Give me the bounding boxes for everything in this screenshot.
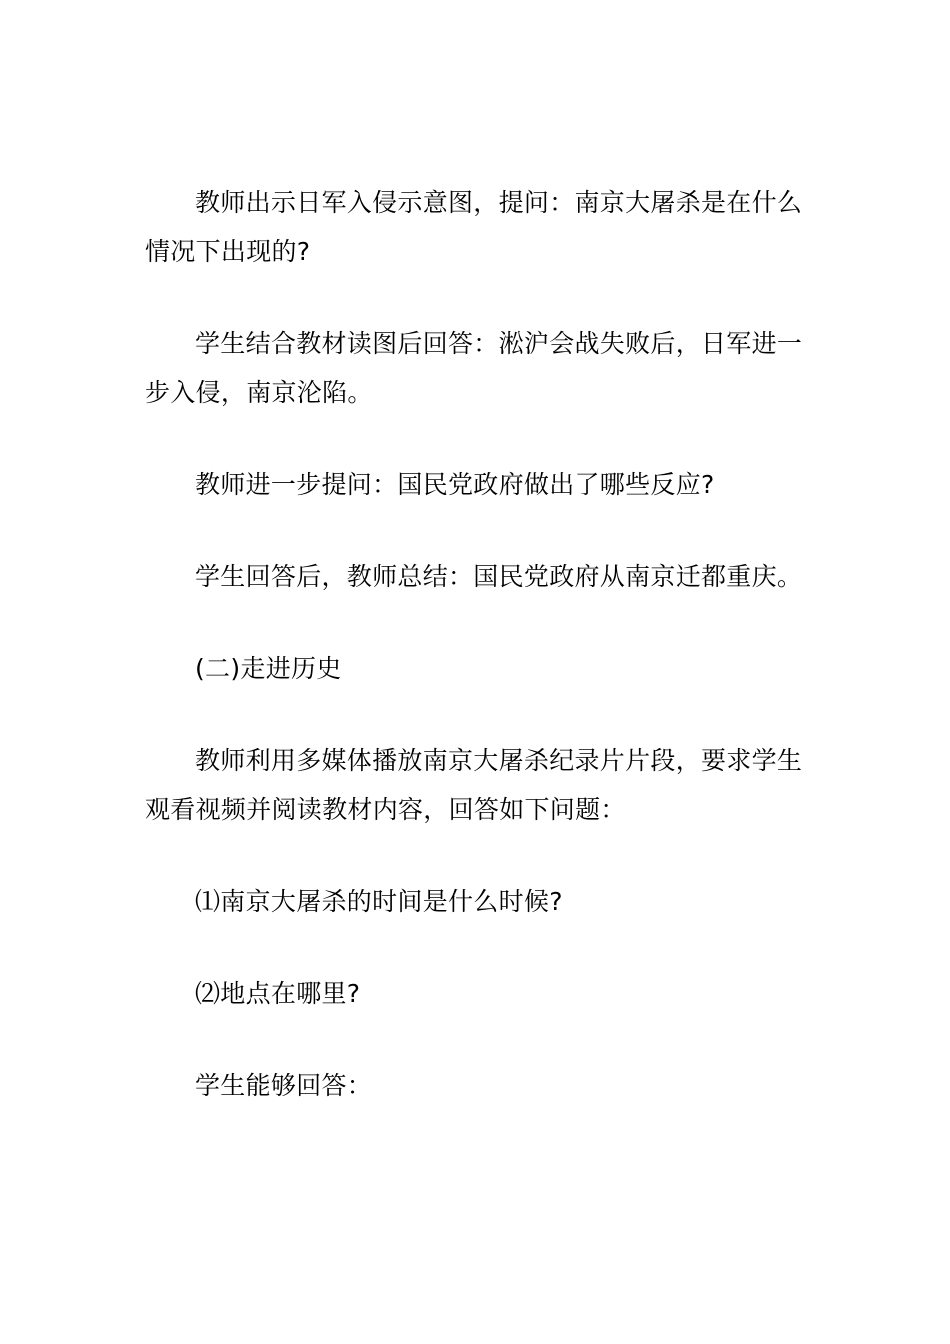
document-page [145,178,810,1153]
question-2-location: ⑵地点在哪里? [195,979,361,1008]
paragraph-multimedia-documentary: 教师利用多媒体播放南京大屠杀纪录片片段，要求学生观看视频并阅读教材内容，回答如下问题： [145,746,803,824]
paragraph-student-answer-map: 学生结合教材读图后回答：淞沪会战失败后，日军进一步入侵，南京沦陷。 [145,329,803,407]
paragraph-teacher-shows-map: 教师出示日军入侵示意图，提问：南京大屠杀是在什么情况下出现的? [145,188,803,266]
paragraph-student-can-answer: 学生能够回答： [195,1071,373,1100]
paragraph-teacher-further-question: 教师进一步提问：国民党政府做出了哪些反应? [195,470,715,499]
section-heading-enter-history: (二)走进历史 [195,654,342,683]
question-1-time: ⑴南京大屠杀的时间是什么时候? [195,887,563,916]
paragraph-teacher-summary: 学生回答后，教师总结：国民党政府从南京迁都重庆。 [195,562,803,591]
